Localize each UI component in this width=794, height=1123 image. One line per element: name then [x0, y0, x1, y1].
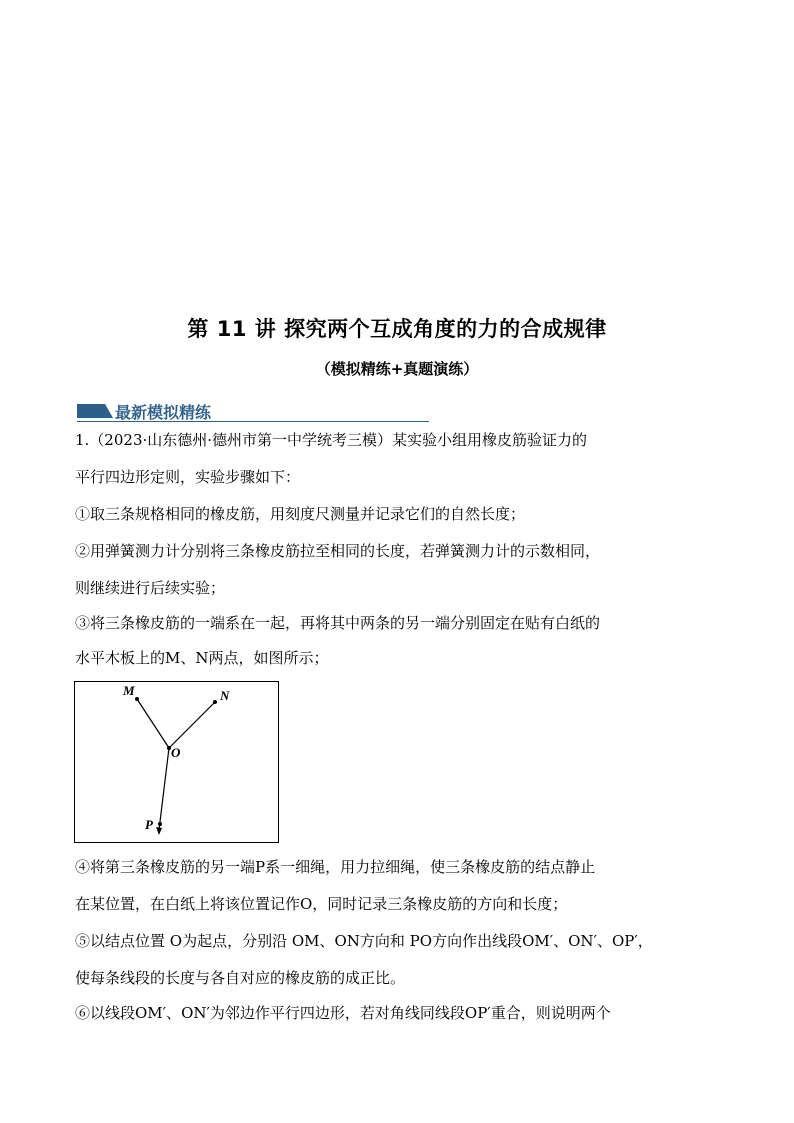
- problem-line: 水平木板上的M、N两点，如图所示；: [75, 649, 329, 667]
- section-band-icon: [77, 404, 113, 418]
- point-p: [158, 822, 162, 826]
- label-m: M: [123, 683, 135, 698]
- problem-line: 在某位置，在白纸上将该位置记作O，同时记录三条橡皮筋的方向和长度；: [75, 895, 568, 913]
- section-heading: [77, 400, 429, 422]
- rubber-band-diagram: [75, 682, 280, 844]
- experiment-figure: [74, 681, 279, 843]
- problem-line: 1.（2023·山东德州·德州市第一中学统考三模）某实验小组用橡皮筋验证力的: [75, 431, 588, 449]
- label-n: N: [220, 688, 230, 703]
- problem-line: ⑥以线段OM′、ON′为邻边作平行四边形，若对角线同线段OP′重合，则说明两个: [75, 1004, 611, 1022]
- page-title: 第 11 讲 探究两个互成角度的力的合成规律: [187, 317, 607, 341]
- label-o: O: [171, 745, 181, 760]
- section-heading-label: 最新模拟精练: [115, 403, 212, 422]
- problem-line: 则继续进行后续实验；: [75, 579, 226, 597]
- problem-line: ③将三条橡皮筋的一端系在一起，再将其中两条的另一端分别固定在贴有白纸的: [75, 614, 601, 632]
- problem-line: 使每条线段的长度与各自对应的橡皮筋的成正比。: [75, 969, 406, 987]
- problem-line: ①取三条规格相同的橡皮筋，用刻度尺测量并记录它们的自然长度；: [75, 505, 526, 523]
- point-n: [213, 700, 217, 704]
- problem-line: ④将第三条橡皮筋的另一端P系一细绳，用力拉细绳，使三条橡皮筋的结点静止: [75, 858, 596, 876]
- point-m: [135, 697, 139, 701]
- problem-line: 平行四边形定则，实验步骤如下：: [75, 468, 301, 486]
- problem-line: ②用弹簧测力计分别将三条橡皮筋拉至相同的长度，若弹簧测力计的示数相同，: [75, 542, 601, 560]
- problem-line: ⑤以结点位置 O为起点，分别沿 OM、ON方向和 PO方向作出线段OM′、ON′、OP′，: [75, 932, 653, 950]
- page-subtitle: （模拟精练+真题演练）: [315, 360, 479, 378]
- label-p: P: [145, 817, 153, 832]
